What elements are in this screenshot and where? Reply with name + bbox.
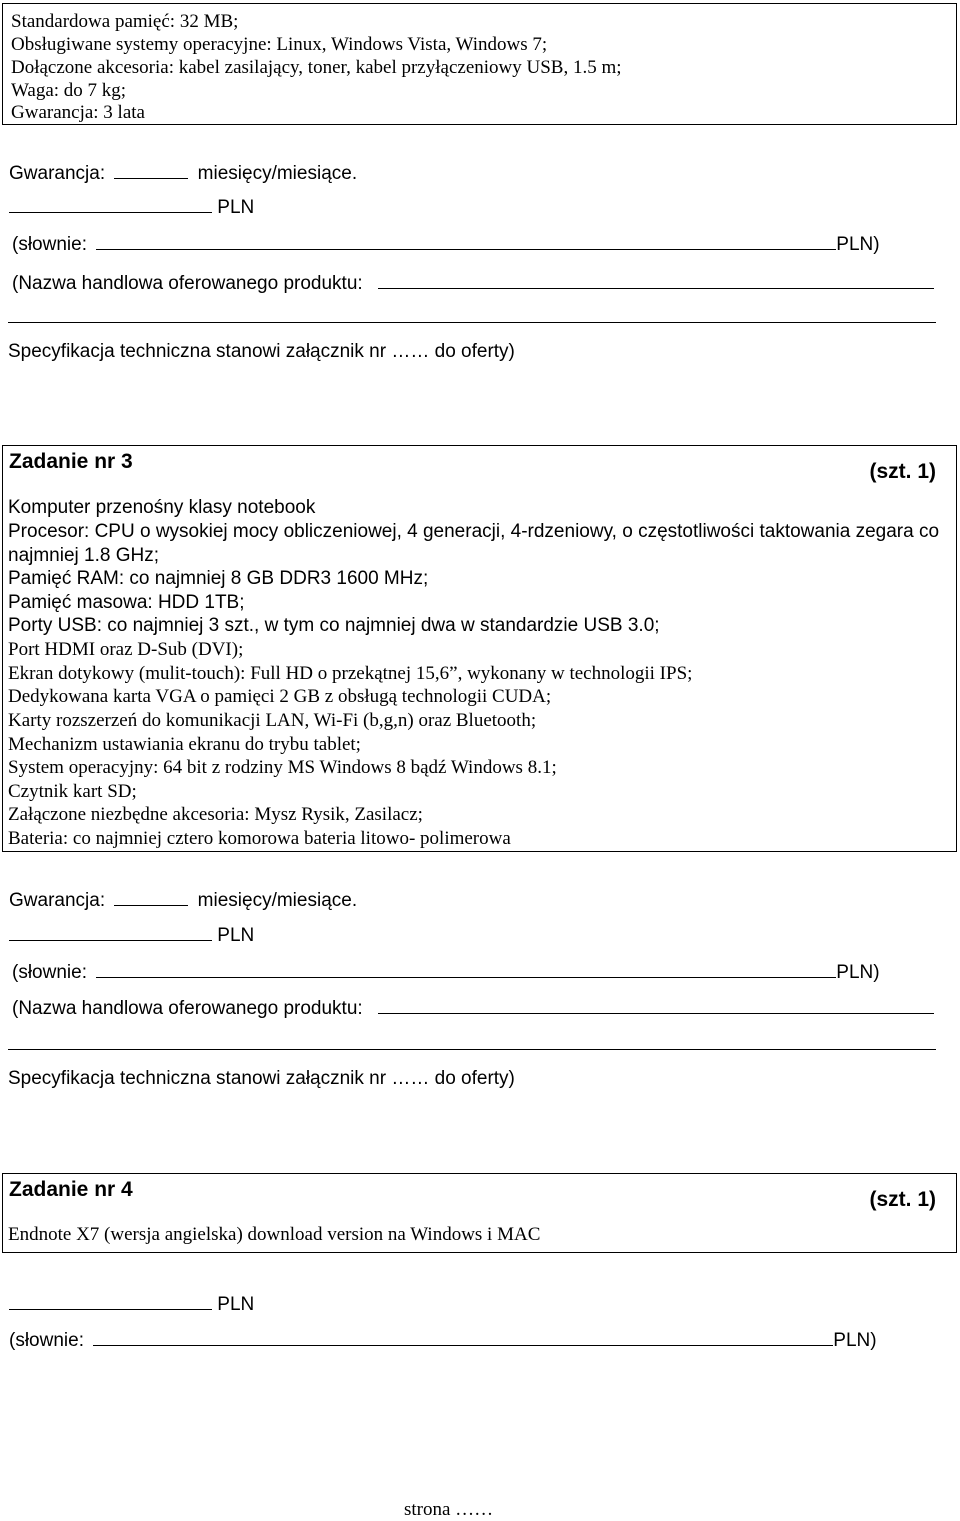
warranty-unit: miesięcy/miesiące. xyxy=(197,890,358,911)
task-4-box xyxy=(2,1173,957,1253)
warranty-months-field[interactable] xyxy=(114,162,188,179)
currency-label: PLN xyxy=(217,197,255,218)
price-row xyxy=(9,196,254,219)
price-field[interactable] xyxy=(9,924,212,941)
task-3-spec-line: Port HDMI oraz D-Sub (DVI); xyxy=(8,639,244,660)
price-words-label: (słownie: xyxy=(9,1330,84,1351)
price-words-field[interactable] xyxy=(96,961,836,978)
spec-line: Gwarancja: 3 lata xyxy=(11,102,145,123)
warranty-label: Gwarancja: xyxy=(9,890,106,911)
price-row xyxy=(9,924,254,947)
price-field[interactable] xyxy=(9,1293,212,1310)
spec-line: Standardowa pamięć: 32 MB; xyxy=(11,11,239,32)
price-words-row xyxy=(12,961,880,984)
spec-box-previous xyxy=(2,3,957,125)
task-3-quantity: (szt. 1) xyxy=(869,460,936,483)
spec-note: Specyfikacja techniczna stanowi załącznik nr …… do oferty) xyxy=(8,341,515,362)
price-row xyxy=(9,1293,254,1316)
trade-name-row xyxy=(12,997,934,1020)
task-4-title: Zadanie nr 4 xyxy=(9,1178,133,1201)
task-3-spec-line: Pamięć masowa: HDD 1TB; xyxy=(8,592,245,613)
trade-name-label: (Nazwa handlowa oferowanego produktu: xyxy=(12,273,363,294)
warranty-row xyxy=(9,889,357,912)
task-3-spec-line: Procesor: CPU o wysokiej mocy obliczeniowej, 4 generacji, 4-rdzeniowy, o częstotliwości taktowania zegara co xyxy=(8,521,940,542)
page-number: strona …… xyxy=(404,1499,494,1520)
price-field[interactable] xyxy=(9,196,212,213)
task-3-spec-line: Mechanizm ustawiania ekranu do trybu tablet; xyxy=(8,734,361,755)
price-words-row xyxy=(12,233,880,256)
price-words-label: (słownie: xyxy=(12,962,87,983)
task-3-title: Zadanie nr 3 xyxy=(9,450,133,473)
task-3-spec-line: Komputer przenośny klasy notebook xyxy=(8,497,316,518)
task-3-spec-line: Pamięć RAM: co najmniej 8 GB DDR3 1600 MHz; xyxy=(8,568,429,589)
task-3-spec-line: System operacyjny: 64 bit z rodziny MS Windows 8 bądź Windows 8.1; xyxy=(8,757,557,778)
warranty-label: Gwarancja: xyxy=(9,163,106,184)
task-3-spec-line: Karty rozszerzeń do komunikacji LAN, Wi-Fi (b,g,n) oraz Bluetooth; xyxy=(8,710,537,731)
trade-name-field[interactable] xyxy=(378,997,934,1014)
task-3-spec-line: Załączone niezbędne akcesoria: Mysz Rysik, Zasilacz; xyxy=(8,804,423,825)
currency-label: PLN xyxy=(217,1294,255,1315)
spec-line: Obsługiwane systemy operacyjne: Linux, Windows Vista, Windows 7; xyxy=(11,34,548,55)
currency-label: PLN xyxy=(217,925,255,946)
price-words-row xyxy=(9,1329,877,1352)
price-words-end: PLN) xyxy=(836,962,880,983)
task-3-spec-line: Ekran dotykowy (mulit-touch): Full HD o przekątnej 15,6”, wykonany w technologii IPS; xyxy=(8,663,693,684)
trade-name-continuation-line[interactable] xyxy=(8,1049,936,1050)
price-words-label: (słownie: xyxy=(12,234,87,255)
task-4-quantity: (szt. 1) xyxy=(869,1188,936,1211)
spec-line: Waga: do 7 kg; xyxy=(11,80,127,101)
task-3-spec-line: Dedykowana karta VGA o pamięci 2 GB z obsługą technologii CUDA; xyxy=(8,686,552,707)
task-3-spec-line: Bateria: co najmniej cztero komorowa bateria litowo- polimerowa xyxy=(8,828,511,849)
warranty-unit: miesięcy/miesiące. xyxy=(197,163,358,184)
spec-line: Dołączone akcesoria: kabel zasilający, toner, kabel przyłączeniowy USB, 1.5 m; xyxy=(11,57,622,78)
task-3-spec-line: Czytnik kart SD; xyxy=(8,781,137,802)
trade-name-continuation-line[interactable] xyxy=(8,322,936,323)
task-3-spec-line: Porty USB: co najmniej 3 szt., w tym co najmniej dwa w standardzie USB 3.0; xyxy=(8,615,660,636)
task-3-box xyxy=(2,445,957,852)
trade-name-row xyxy=(12,272,934,295)
price-words-field[interactable] xyxy=(96,233,836,250)
warranty-months-field[interactable] xyxy=(114,889,188,906)
task-4-spec-line: Endnote X7 (wersja angielska) download version na Windows i MAC xyxy=(8,1224,541,1245)
warranty-row xyxy=(9,162,357,185)
price-words-end: PLN) xyxy=(836,234,880,255)
trade-name-field[interactable] xyxy=(378,272,934,289)
price-words-end: PLN) xyxy=(833,1330,877,1351)
price-words-field[interactable] xyxy=(93,1329,833,1346)
task-3-spec-line: najmniej 1.8 GHz; xyxy=(8,545,160,566)
trade-name-label: (Nazwa handlowa oferowanego produktu: xyxy=(12,998,363,1019)
spec-note: Specyfikacja techniczna stanowi załącznik nr …… do oferty) xyxy=(8,1068,515,1089)
